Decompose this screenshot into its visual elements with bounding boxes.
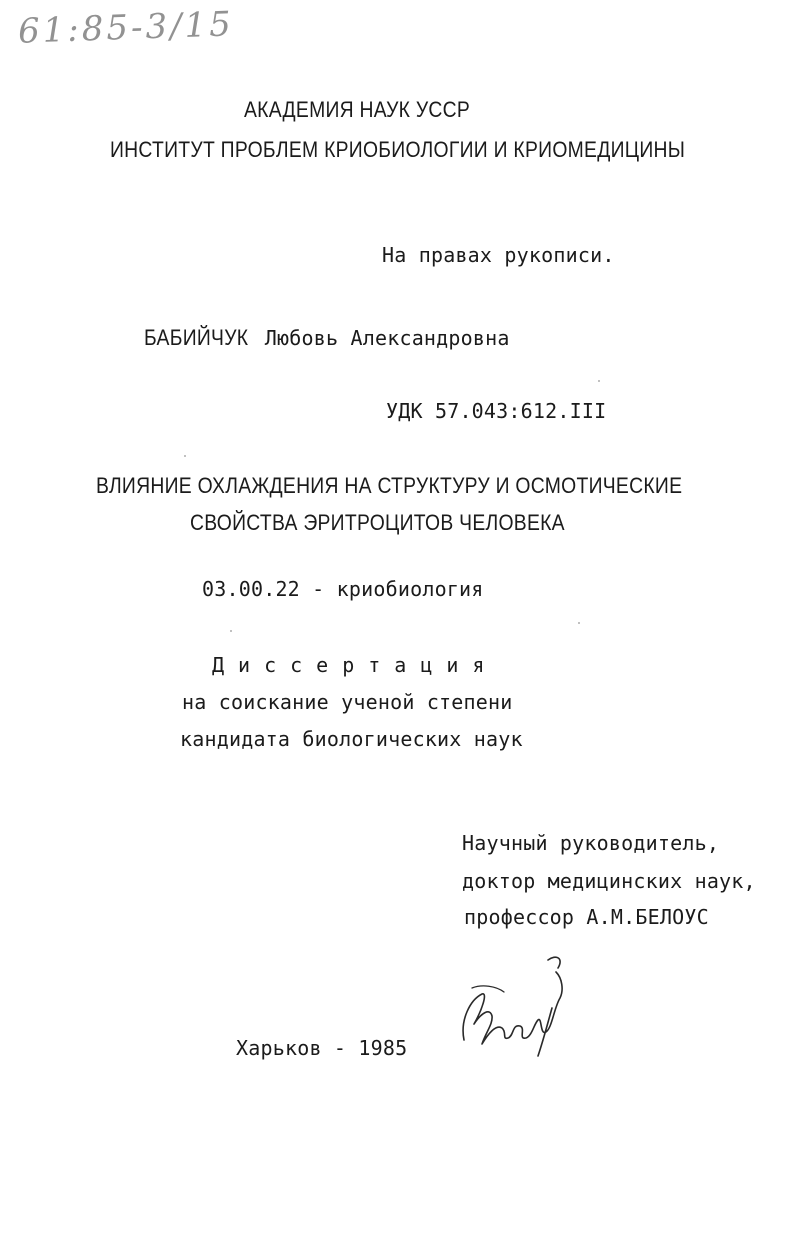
manuscript-notice: На правах рукописи.	[382, 243, 615, 267]
paper-speck	[230, 630, 232, 632]
degree-line: на соискание ученой степени	[182, 690, 513, 714]
city-and-year: Харьков - 1985	[236, 1036, 408, 1060]
udc-code: УДК 57.043:612.III	[386, 399, 607, 423]
author-given-names: Любовь Александровна	[264, 326, 510, 350]
degree-field-line: кандидата биологических наук	[180, 727, 523, 751]
author-name	[144, 326, 510, 350]
institute-name: ИНСТИТУТ ПРОБЛЕМ КРИОБИОЛОГИИ И КРИОМЕДИЦИНЫ	[110, 137, 686, 162]
specialty-code: 03.00.22 - криобиология	[202, 577, 484, 601]
paper-speck	[598, 380, 600, 382]
supervisor-degree: доктор медицинских наук,	[462, 869, 756, 893]
paper-speck	[578, 622, 580, 624]
supervisor-name: профессор А.М.БЕЛОУС	[464, 905, 709, 929]
handwritten-signature	[452, 948, 572, 1068]
title-line-2: СВОЙСТВА ЭРИТРОЦИТОВ ЧЕЛОВЕКА	[190, 510, 565, 535]
dissertation-label: Диссертация	[212, 653, 499, 677]
academy-name: АКАДЕМИЯ НАУК УССР	[244, 97, 471, 122]
archive-catalog-mark: 61:85-3/15	[17, 4, 235, 52]
title-line-1: ВЛИЯНИЕ ОХЛАЖДЕНИЯ НА СТРУКТУРУ И ОСМОТИЧЕСКИЕ	[96, 473, 683, 498]
supervisor-heading: Научный руководитель,	[462, 831, 720, 855]
paper-speck	[184, 455, 186, 457]
author-surname: БАБИЙЧУК	[144, 325, 249, 350]
